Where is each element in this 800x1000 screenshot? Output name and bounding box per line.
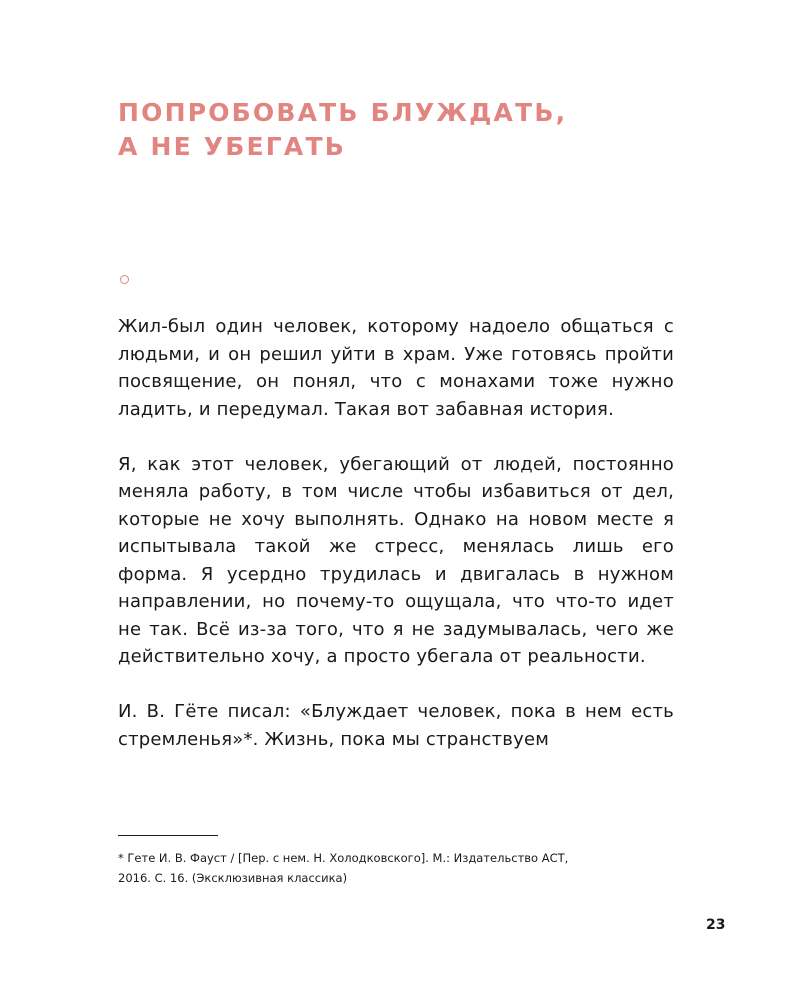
chapter-title-line-2: А НЕ УБЕГАТЬ	[118, 132, 346, 161]
footnote	[118, 848, 678, 888]
page-number: 23	[706, 917, 726, 933]
paragraph: Жил-был один человек, которому надоело общаться с людьми, и он решил уйти в храм. Уже готовясь пройти посвящение, он понял, что с монахами тоже нужно ладить, и передумал. Такая вот забавная история.	[118, 316, 674, 420]
section-marker-icon	[120, 275, 129, 284]
paragraph: Я, как этот человек, убегающий от людей, постоянно меняла работу, в том числе чтобы избавиться от дел, которые не хочу выполнять. Однако на новом месте я испытывала такой же стресс, менялась лишь его форма. Я усердно трудилась и двигалась в нужном направлении, но почему-то ощущала, что что-то идет не так. Всё из-за того, что я не задумывалась, чего же действительно хочу, а просто убегала от реальности.	[118, 453, 674, 667]
chapter-title-line-1: ПОПРОБОВАТЬ БЛУЖДАТЬ,	[118, 98, 568, 127]
body-text	[118, 313, 674, 781]
footnote-divider	[118, 835, 218, 836]
footnote-line-1: * Гете И. В. Фауст / [Пер. с нем. Н. Холодковского]. М.: Издательство АСТ,	[118, 851, 569, 865]
footnote-line-2: 2016. С. 16. (Эксклюзивная классика)	[118, 871, 348, 885]
paragraph: И. В. Гёте писал: «Блуждает человек, пока в нем есть стремленья»*. Жизнь, пока мы странствуем	[118, 701, 674, 750]
chapter-title	[118, 96, 678, 164]
